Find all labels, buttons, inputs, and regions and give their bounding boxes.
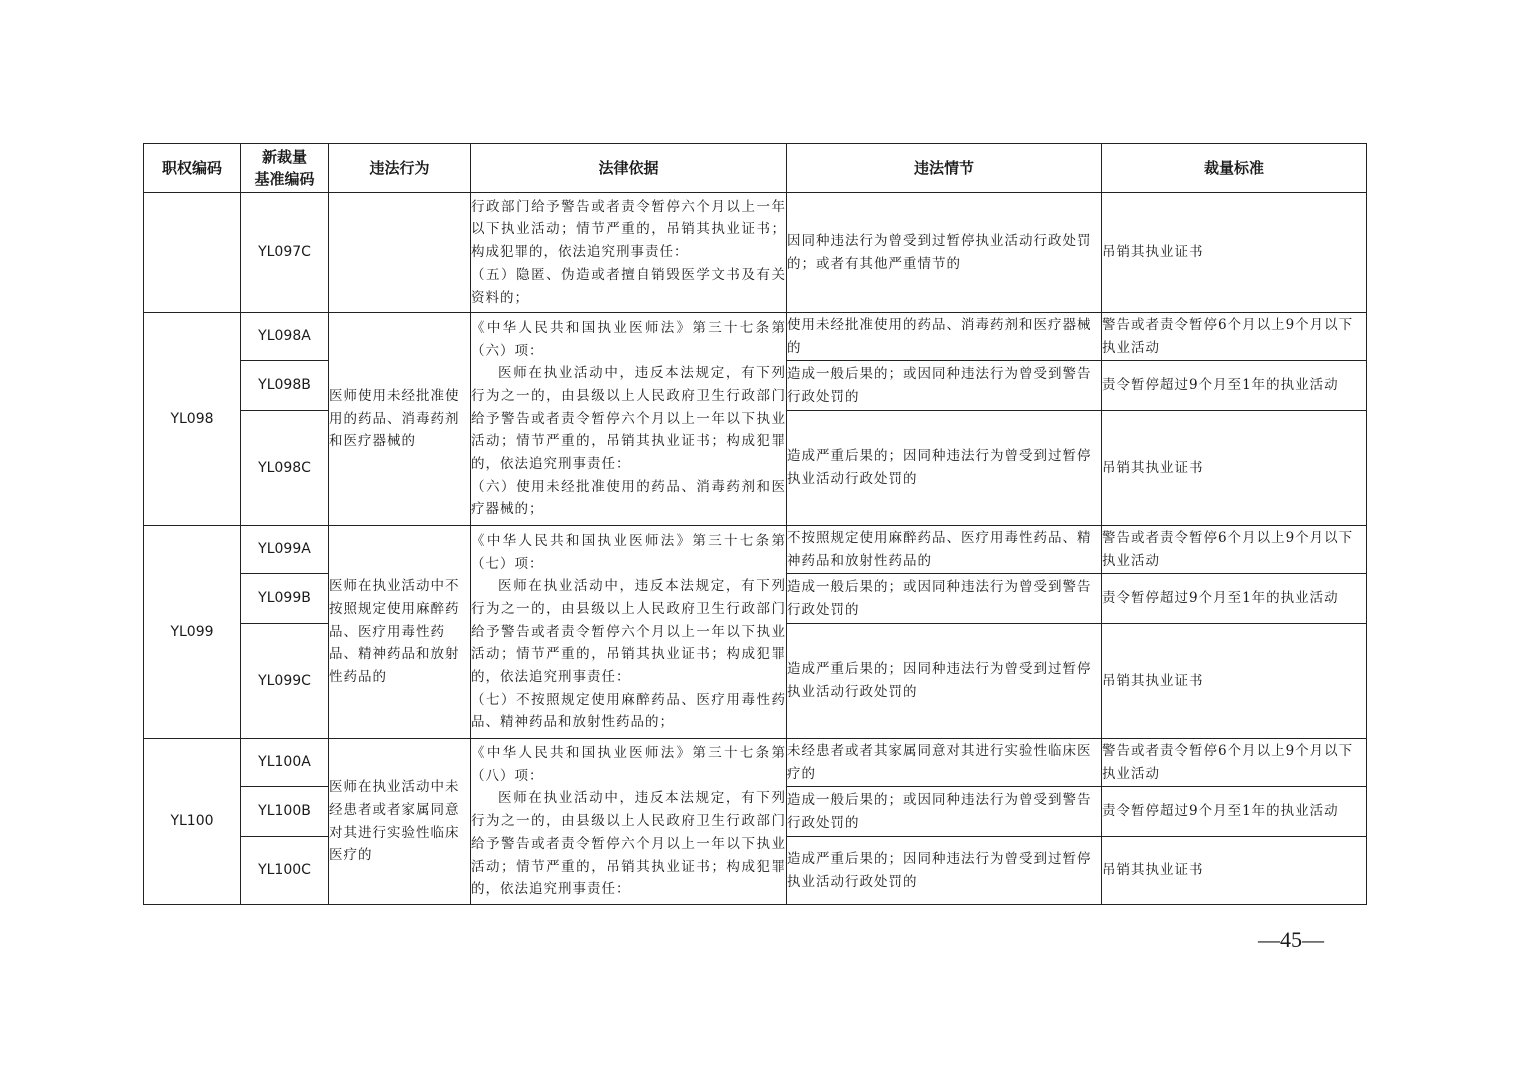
benchmark-code: YL100A — [241, 739, 329, 787]
benchmark-code: YL098A — [241, 313, 329, 361]
benchmark-code: YL100C — [241, 837, 329, 905]
standard: 责令暂停超过9个月至1年的执业活动 — [1102, 787, 1367, 837]
legal-basis-paragraph: （六）使用未经批准使用的药品、消毒药剂和医疗器械的； — [471, 478, 786, 518]
illegal-act — [329, 193, 471, 313]
table-row — [144, 739, 1367, 787]
table-row — [144, 526, 1367, 574]
circumstance: 不按照规定使用麻醉药品、医疗用毒性药品、精神药品和放射性药品的 — [787, 526, 1102, 574]
header-authority-code: 职权编码 — [144, 144, 241, 193]
circumstance: 造成严重后果的；因同种违法行为曾受到过暂停执业活动行政处罚的 — [787, 837, 1102, 905]
standard: 吊销其执业证书 — [1102, 624, 1367, 739]
illegal-act: 医师在执业活动中未经患者或者家属同意对其进行实验性临床医疗的 — [329, 739, 471, 905]
header-standard: 裁量标准 — [1102, 144, 1367, 193]
table-row — [144, 313, 1367, 361]
table-row — [144, 193, 1367, 313]
benchmark-code: YL098B — [241, 361, 329, 411]
legal-basis — [471, 193, 787, 313]
illegal-act: 医师使用未经批准使用的药品、消毒药剂和医疗器械的 — [329, 313, 471, 526]
benchmark-code: YL100B — [241, 787, 329, 837]
illegal-act: 医师在执业活动中不按照规定使用麻醉药品、医疗用毒性药品、精神药品和放射性药品的 — [329, 526, 471, 739]
circumstance: 造成一般后果的；或因同种违法行为曾受到警告行政处罚的 — [787, 787, 1102, 837]
legal-basis-paragraph: 医师在执业活动中，违反本法规定，有下列行为之一的，由县级以上人民政府卫生行政部门给予警告或者责令暂停六个月以上一年以下执业活动；情节严重的，吊销其执业证书；构成犯罪的，依法追究刑事责任： — [471, 365, 786, 473]
legal-basis — [471, 313, 787, 526]
circumstance: 造成一般后果的；或因同种违法行为曾受到警告行政处罚的 — [787, 574, 1102, 624]
standard: 警告或者责令暂停6个月以上9个月以下执业活动 — [1102, 526, 1367, 574]
header-illegal-act: 违法行为 — [329, 144, 471, 193]
standard: 责令暂停超过9个月至1年的执业活动 — [1102, 361, 1367, 411]
header-circumstance: 违法情节 — [787, 144, 1102, 193]
legal-basis — [471, 526, 787, 739]
benchmark-code: YL099C — [241, 624, 329, 739]
authority-code: YL099 — [144, 526, 241, 739]
header-row — [144, 144, 1367, 193]
circumstance: 使用未经批准使用的药品、消毒药剂和医疗器械的 — [787, 313, 1102, 361]
standard: 警告或者责令暂停6个月以上9个月以下执业活动 — [1102, 313, 1367, 361]
circumstance: 造成一般后果的；或因同种违法行为曾受到警告行政处罚的 — [787, 361, 1102, 411]
penalty-table — [143, 143, 1367, 905]
benchmark-code: YL099B — [241, 574, 329, 624]
circumstance: 造成严重后果的；因同种违法行为曾受到过暂停执业活动行政处罚的 — [787, 411, 1102, 526]
legal-basis-paragraph: 医师在执业活动中，违反本法规定，有下列行为之一的，由县级以上人民政府卫生行政部门给予警告或者责令暂停六个月以上一年以下执业活动；情节严重的，吊销其执业证书；构成犯罪的，依法追究刑事责任： — [471, 790, 786, 898]
circumstance: 未经患者或者其家属同意对其进行实验性临床医疗的 — [787, 739, 1102, 787]
header-legal-basis: 法律依据 — [471, 144, 787, 193]
legal-basis-paragraph: 行政部门给予警告或者责令暂停六个月以上一年以下执业活动；情节严重的，吊销其执业证书；构成犯罪的，依法追究刑事责任： — [471, 198, 786, 261]
standard: 警告或者责令暂停6个月以上9个月以下执业活动 — [1102, 739, 1367, 787]
legal-basis-paragraph: （五）隐匿、伪造或者擅自销毁医学文书及有关资料的； — [471, 266, 786, 306]
authority-code: YL100 — [144, 739, 241, 905]
header-new-benchmark-code: 新裁量 基准编码 — [241, 144, 329, 193]
page-number: —45— — [1258, 927, 1324, 952]
standard: 吊销其执业证书 — [1102, 411, 1367, 526]
standard: 吊销其执业证书 — [1102, 837, 1367, 905]
authority-code — [144, 193, 241, 313]
legal-basis-paragraph: （七）不按照规定使用麻醉药品、医疗用毒性药品、精神药品和放射性药品的； — [471, 691, 786, 731]
benchmark-code: YL098C — [241, 411, 329, 526]
circumstance: 因同种违法行为曾受到过暂停执业活动行政处罚的；或者有其他严重情节的 — [787, 193, 1102, 313]
legal-basis-paragraph: 《中华人民共和国执业医师法》第三十七条第（七）项： — [471, 532, 786, 572]
authority-code: YL098 — [144, 313, 241, 526]
circumstance: 造成严重后果的；因同种违法行为曾受到过暂停执业活动行政处罚的 — [787, 624, 1102, 739]
standard: 吊销其执业证书 — [1102, 193, 1367, 313]
legal-basis-paragraph: 《中华人民共和国执业医师法》第三十七条第（八）项： — [471, 745, 786, 784]
legal-basis-paragraph: 医师在执业活动中，违反本法规定，有下列行为之一的，由县级以上人民政府卫生行政部门给予警告或者责令暂停六个月以上一年以下执业活动；情节严重的，吊销其执业证书；构成犯罪的，依法追究刑事责任： — [471, 578, 786, 686]
benchmark-code: YL099A — [241, 526, 329, 574]
benchmark-code: YL097C — [241, 193, 329, 313]
standard: 责令暂停超过9个月至1年的执业活动 — [1102, 574, 1367, 624]
legal-basis — [471, 739, 787, 905]
legal-basis-paragraph: 《中华人民共和国执业医师法》第三十七条第（六）项： — [471, 319, 786, 359]
